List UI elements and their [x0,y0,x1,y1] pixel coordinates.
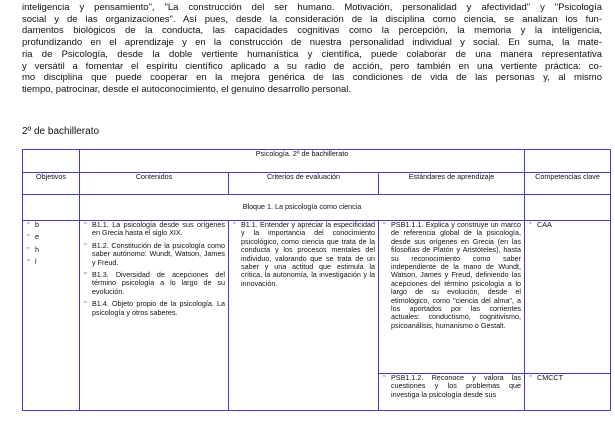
list-item: ▫ B1.1. Entender y apreciar la especificidad y la importancia del conocimiento psicológico, como ciencia que trata de la conducta y los procesos mentales del individuo, valorando que se trata de un saber y una actitud que estimula la crítica, la autonomía, la investigación y la innovación. [232,221,375,288]
list-item: ▫ PSB1.1.1. Explica y construye un marco de referencia global de la psicología, desde sus orígenes en Grecia (en las filosofías de Platón y Aristóteles), hasta su reconocimiento como saber independiente de la mano de Wundt, Watson, James y Freud, definiendo las acepciones del término psicología a lo largo de su evolución, desde el etimológico, como "ciencia del alma", a los aportados por las corrientes actuales: conductismo, cognitivismo, psicoanálisis, humanismo o Gestalt. [382,221,521,330]
block-title: Bloque 1. La psicología como ciencia [80,195,525,221]
table-row [23,221,611,374]
list-item: ▫ h [26,246,76,254]
column-header-competencias: Competencias clave [525,173,611,195]
list-item: ▫ l [26,258,76,266]
list-item: ▫ PSB1.1.2. Reconoce y valora las cuestiones y los problemas que investiga la psicología desde sus [382,374,521,399]
level-heading: 2º de bachillerato [22,126,100,137]
intro-line: y versátil a fomentar el espíritu científico aplicado a su radio de acción, pero también en una vertiente práctica: co- [22,60,602,72]
list-item: ▫ B1.1. La psicología desde sus orígenes en Grecia hasta el siglo XIX. [83,221,225,238]
intro-paragraph [22,2,602,96]
intro-line: mo disciplina que puede cooperar en la mejora genérica de las condiciones de vida de las personas y, al mismo [22,72,602,84]
column-header-contenidos: Contenidos [80,173,229,195]
list-item: ▫ B1.2. Constitución de la psicología como saber autónomo: Wundt, Watson, James y Freud. [83,242,225,267]
column-header-estandares: Estándares de aprendizaje [379,173,525,195]
list-item: ▫ B1.4. Objeto propio de la psicología. La psicología y otros saberes. [83,300,225,317]
list-item: ▫ CMCCT [528,374,607,382]
objetivos-cell [23,221,80,411]
intro-line: ria de Psicología, desde la doble vertiente humanística y científica, puede colaborar de una manera representativa [22,48,602,60]
criterios-cell [229,221,379,411]
intro-line: profundizando en el aprendizaje y en la construcción de nuestra personalidad individual y social. En suma, la mate- [22,37,602,49]
intro-line: tiempo, patrocinar, desde el autoconocimiento, el genuino desarrollo personal. [22,83,352,95]
column-header-row [23,173,611,195]
column-header-criterios: Criterios de evaluación [229,173,379,195]
table-title-spacer [23,150,80,173]
table-title-row [23,150,611,173]
competencia-cell [525,374,611,411]
list-item: ▫ b [26,221,76,229]
curriculum-table [22,149,611,411]
intro-line: inteligencia y pensamiento", "La construcción del ser humano. Motivación, personalidad y afectividad" y "Psicología [22,2,602,13]
estandar-cell [379,221,525,374]
block-row [23,195,611,221]
intro-line: social y de las organizaciones". Así pues, desde la consideración de la disciplina como ciencia, se analizan los fun- [22,13,602,25]
competencia-cell [525,221,611,374]
list-item: ▫ B1.3. Diversidad de acepciones del término psicología a lo largo de su evolución. [83,271,225,296]
intro-line: damentos biológicos de la conducta, las capacidades cognitivas como la percepción, la memoria y la inteligencia, [22,25,602,37]
list-item: ▫ CAA [528,221,607,229]
table-title-spacer [525,150,611,173]
list-item: ▫ e [26,233,76,241]
estandar-cell [379,374,525,411]
block-spacer [525,195,611,221]
block-spacer [23,195,80,221]
column-header-objetivos: Objetivos [23,173,80,195]
table-title: Psicología. 2º de bachillerato [80,150,525,173]
contenidos-cell [80,221,229,411]
